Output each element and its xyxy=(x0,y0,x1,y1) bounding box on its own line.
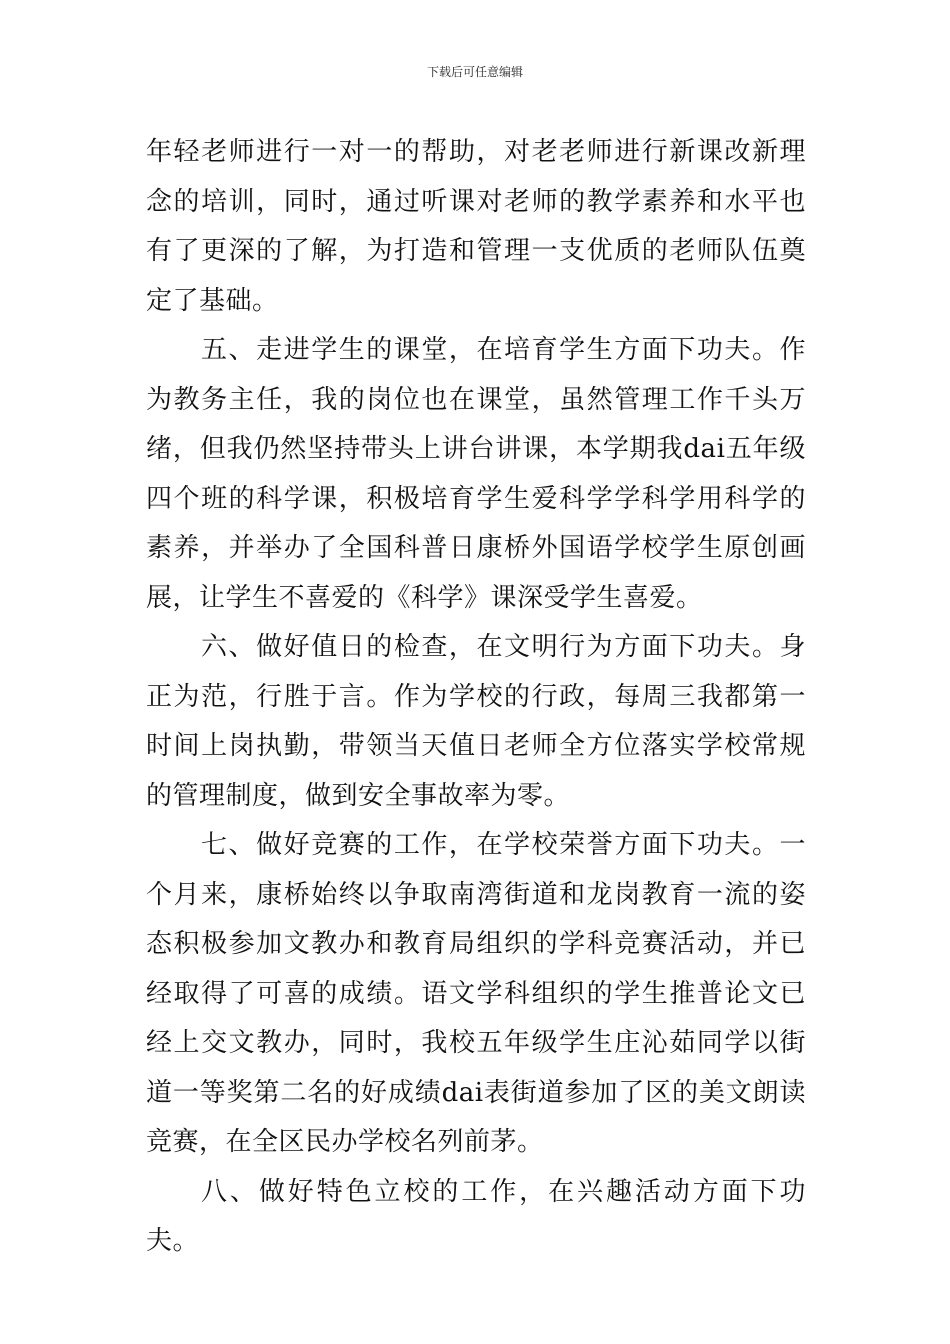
page-header: 下载后可任意编辑 xyxy=(426,65,523,79)
document-body xyxy=(146,128,806,1267)
paragraph-section-5: 五、走进学生的课堂，在培育学生方面下功夫。作为教务主任，我的岗位也在课堂，虽然管理工作千头万绪，但我仍然坚持带头上讲台讲课，本学期我dai五年级四个班的科学课，积极培育学生爱科学学科学用科学的素养，并举办了全国科普日康桥外国语学校学生原创画展，让学生不喜爱的《科学》课深受学生喜爱。 xyxy=(146,335,806,613)
paragraph-section-7: 七、做好竞赛的工作，在学校荣誉方面下功夫。一个月来，康桥始终以争取南湾街道和龙岗教育一流的姿态积极参加文教办和教育局组织的学科竞赛活动，并已经取得了可喜的成绩。语文学科组织的学生推普论文已经上交文教办，同时，我校五年级学生庄沁茹同学以街道一等奖第二名的好成绩dai表街道参加了区的美文朗读竞赛，在全区民办学校名列前茅。 xyxy=(146,830,806,1157)
paragraph-section-6: 六、做好值日的检查，在文明行为方面下功夫。身正为范，行胜于言。作为学校的行政，每周三我都第一时间上岗执勤，带领当天值日老师全方位落实学校常规的管理制度，做到安全事故率为零。 xyxy=(146,632,806,811)
paragraph-continuation: 年轻老师进行一对一的帮助，对老老师进行新课改新理念的培训，同时，通过听课对老师的教学素养和水平也有了更深的了解，为打造和管理一支优质的老师队伍奠定了基础。 xyxy=(146,137,806,316)
paragraph-section-8: 八、做好特色立校的工作，在兴趣活动方面下功夫。 xyxy=(146,1176,806,1256)
